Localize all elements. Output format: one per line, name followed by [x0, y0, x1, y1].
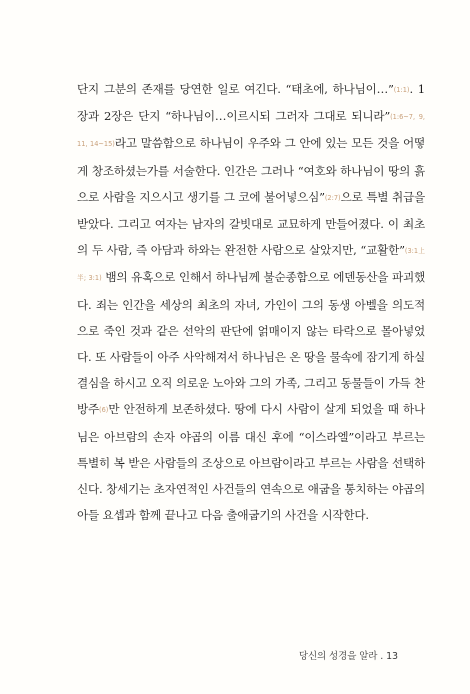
verse-reference: (6) [99, 406, 109, 415]
verse-reference: (1:1) [393, 86, 410, 94]
verse-reference: (3:1上半; 3:1) [77, 247, 425, 283]
sentence: 뱀의 유혹으로 인해서 하나님께 불순종함으로 에덴동산을 파괴했다. 죄는 인간을 세상의 최초의 자녀, 가인이 그의 동생 아벨을 의도적으로 죽인 것과 같은 선악의 판단에 얽매이지 않는 타락으로 몰아넣었다. 또 사람들이 아주 사악해져서 하나님은 온 땅을 물속에 잠기게 하실 결심을 하시고 오직 의로운 노아와 그의 가족, 그리고 동물들이 가득 찬 방주 [77, 270, 425, 417]
verse-reference: (1:6~7, 9, 11, 14~15) [77, 113, 425, 149]
sentence: 단지 그분의 존재를 당연한 일로 여긴다. “태초에, 하나님이…” [77, 82, 394, 96]
paragraph [77, 76, 425, 528]
body-text [77, 76, 425, 528]
sentence: 라고 말씀함으로 하나님이 우주와 그 안에 있는 모든 것을 어떻게 창조하셨는가를 서술한다. 인간은 그러나 “여호와 하나님이 땅의 흙으로 사람을 지으시고 생기를 그 코에 불어넣으심” [77, 136, 426, 204]
sentence: 만 안전하게 보존하셨다. 땅에 다시 사람이 살게 되었을 때 하나님은 아브람의 손자 야곱의 이름 대신 후에 “이스라엘”이라고 부르는 특별히 복 받은 사람들의 조상으로 아브람이라고 부르는 사람을 선택하신다. 창세기는 초자연적인 사건들의 연속으로 애굽을 통치하는 야곱의 아들 요셉과 함께 끝나고 다음 출애굽기의 사건을 시작한다. [77, 402, 425, 523]
verse-reference: (2:7) [324, 193, 341, 202]
sentence: . 1장과 2장은 단지 “하나님이…이르시되 그러자 그대로 되니라” [77, 82, 425, 124]
page-footer: 당신의 성경을 알라 . 13 [298, 651, 398, 662]
sentence: 으로 특별 취급을 받았다. 그리고 여자는 남자의 갈빗대로 교묘하게 만들어졌다. 이 최초의 두 사람, 즉 아담과 하와는 완전한 사람으로 살았지만, “교활한” [77, 189, 425, 258]
